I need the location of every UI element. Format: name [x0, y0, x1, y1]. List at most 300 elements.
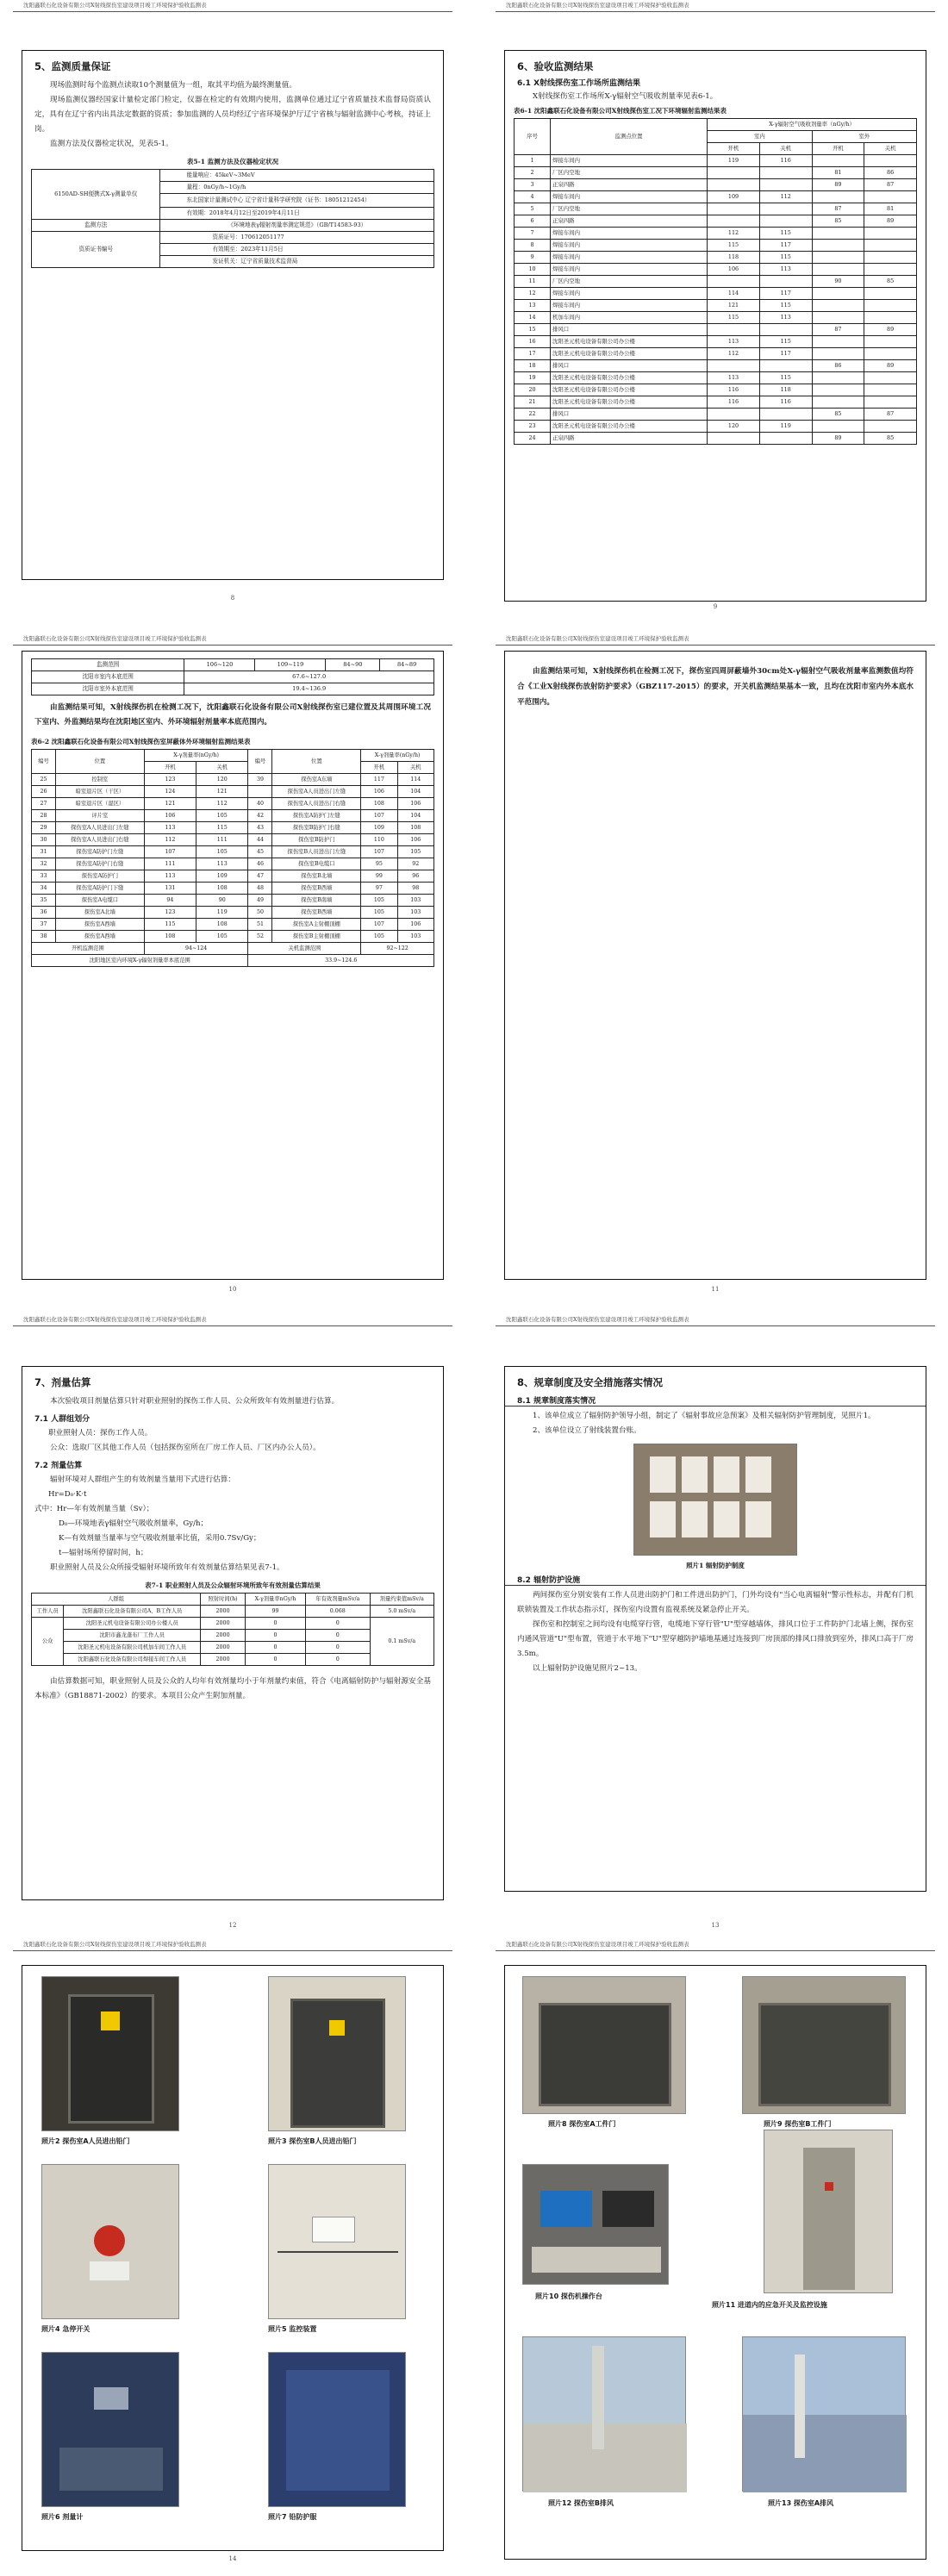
- table-cell: 117: [759, 288, 812, 300]
- table-cell: [708, 276, 760, 288]
- table-cell: 探伤室A防护门: [56, 870, 145, 883]
- table-cell: 107: [144, 846, 196, 858]
- table-header: X-γ剂量率nGy/h: [246, 1594, 306, 1606]
- table-cell: 19: [515, 372, 551, 384]
- table-cell: [708, 167, 760, 179]
- paragraph: 职业照射人员及公众所接受辐射环境所致年有效剂量估算结果见表7-1。: [50, 1563, 284, 1572]
- table-cell: 37: [32, 919, 56, 931]
- page-number: 13: [711, 1922, 720, 1929]
- table-cell: 排风口: [551, 409, 708, 421]
- page-frame: [504, 50, 926, 602]
- table-cell: 8: [515, 240, 551, 252]
- table-cell: 115: [708, 312, 760, 324]
- table-cell: 探伤室A东墙: [272, 774, 361, 786]
- table-cell: 106: [397, 919, 433, 931]
- table-cell: 沈阳圣元机电设备有限公司办公楼: [551, 336, 708, 348]
- table-cell: 25: [32, 774, 56, 786]
- section-title: 5、监测质量保证: [34, 60, 111, 72]
- table-cell: 92: [397, 858, 433, 870]
- table-cell: 探伤室A人员进出门左缝: [56, 822, 145, 834]
- table-cell: 探伤室A北墙: [56, 907, 145, 919]
- table-cell: 20: [515, 384, 551, 396]
- formula: Hr=D₀·K·t: [48, 1490, 87, 1499]
- table-row: [515, 300, 917, 312]
- table-cell: [708, 215, 760, 228]
- table-header: 关机: [864, 143, 917, 155]
- table-cell: [812, 300, 864, 312]
- table-cell: 104: [397, 786, 433, 798]
- table-cell: 105: [196, 810, 248, 822]
- table-cell: 119: [708, 155, 760, 167]
- table-cell: 5: [515, 203, 551, 215]
- table-cell: 2: [515, 167, 551, 179]
- section-title: 8、规章制度及安全措施落实情况: [517, 1376, 663, 1388]
- table-cell: 114: [397, 774, 433, 786]
- table-cell: 暗室退片区（湿区）: [56, 798, 145, 810]
- table-cell: 有效期：2018年4月12日至2019年4月11日: [160, 208, 434, 220]
- table-row: [32, 858, 434, 870]
- page-frame: [504, 651, 926, 1280]
- table-cell: 90: [812, 276, 864, 288]
- table-cell: 2000: [201, 1642, 246, 1654]
- photo-dosimeter: [41, 2352, 179, 2507]
- table-cell: 正泉四路: [551, 179, 708, 191]
- table-header: 开机: [708, 143, 760, 155]
- table-cell: 沈阳鑫联石化设备有限公司焊接车间工作人员: [64, 1654, 201, 1666]
- table-cell: 39: [248, 774, 272, 786]
- photo-caption: 照片8 探伤室A工件门: [548, 2120, 616, 2128]
- table-cell: 27: [32, 798, 56, 810]
- table-row: [515, 396, 917, 409]
- table-cell: 有效期至：2023年11月5日: [160, 244, 434, 256]
- page-header: 沈阳鑫联石化设备有限公司X射线探伤室建设项目竣工环境保护验收监测表: [496, 1939, 935, 1951]
- table-cell: 94~124: [144, 943, 248, 955]
- table-cell: 2000: [201, 1630, 246, 1642]
- table-cell: 沈阳圣元机电设备有限公司办公楼: [551, 421, 708, 433]
- table-cell: 50: [248, 907, 272, 919]
- table-header: 编号: [32, 750, 56, 774]
- table-cell: 探伤室A主射棚顶棚: [272, 919, 361, 931]
- section-title: 7、剂量估算: [34, 1376, 91, 1388]
- table-cell: 115: [759, 228, 812, 240]
- table-cell: [708, 203, 760, 215]
- page-header: 沈阳鑫联石化设备有限公司X射线探伤室建设项目竣工环境保护验收监测表: [496, 633, 935, 646]
- page-8: [13, 0, 452, 616]
- table-cell: 探伤室A人员进出门右缝: [272, 798, 361, 810]
- photo-caption: 照片11 进道内的应急开关及监控设施: [712, 2301, 827, 2309]
- photo-caption: 照片7 铅防护服: [268, 2513, 317, 2521]
- photo-caption: 照片3 探伤室B人员进出铅门: [268, 2137, 357, 2145]
- table-cell: 29: [32, 822, 56, 834]
- table-cell: 115: [759, 300, 812, 312]
- table-row: [515, 191, 917, 203]
- table-cell: [812, 264, 864, 276]
- table-row: [32, 919, 434, 931]
- photo-caption: 照片10 探伤机操作台: [535, 2292, 602, 2300]
- table-cell: 107: [361, 846, 397, 858]
- table-cell: 105: [361, 907, 397, 919]
- table-header: X-γ辐射空气吸收剂量率（nGy/h）: [708, 119, 917, 131]
- table-cell: 105: [397, 846, 433, 858]
- table-cell: 106: [144, 810, 196, 822]
- table-cell: 量程：0nGy/h~1Gy/h: [160, 182, 434, 194]
- page-11: [496, 633, 935, 1297]
- table-cell: 105: [361, 931, 397, 943]
- table-cell: 发证机关：辽宁省质量技术监督局: [160, 256, 434, 268]
- table-cell: 112: [759, 191, 812, 203]
- table-cell: [864, 312, 917, 324]
- table-cell: 117: [361, 774, 397, 786]
- table-row: [32, 834, 434, 846]
- table-cell: 48: [248, 883, 272, 895]
- table-cell: 46: [248, 858, 272, 870]
- photo-workpiece-door-a: [522, 1976, 686, 2114]
- table-cell: 资质证号：170612051177: [160, 232, 434, 244]
- paragraph: 两间探伤室分别安装有工作人员进出防护门和工件进出防护门，门外均设有"当心电离辐射"警示性标志，并配有门机联锁装置及工作状态指示灯，探伤室内设置有监视系统及紧急停止开关。: [517, 1591, 914, 1614]
- photo-monitor: [268, 2164, 406, 2319]
- table-cell: 焊接车间内: [551, 300, 708, 312]
- table-cell: 115: [196, 822, 248, 834]
- table-cell: [812, 312, 864, 324]
- photo-exhaust-b: [522, 2336, 686, 2492]
- table-cell: 45: [248, 846, 272, 858]
- table-cell: 117: [759, 348, 812, 360]
- table-cell: [864, 336, 917, 348]
- table-cell: 105: [361, 895, 397, 907]
- table-cell: [864, 372, 917, 384]
- table-cell: 沈阳圣元机电设备有限公司办公楼: [551, 372, 708, 384]
- table-cell: 0: [246, 1654, 306, 1666]
- table-header: 剂量约束值mSv/a: [370, 1594, 433, 1606]
- page-15: [496, 1939, 935, 2573]
- table-cell: 35: [32, 895, 56, 907]
- table-cell: 沈阳圣元机电设备有限公司机加车间工作人员: [64, 1642, 201, 1654]
- table-cell: 90: [196, 895, 248, 907]
- table-cell: 厂区内空地: [551, 276, 708, 288]
- table-cell: 11: [515, 276, 551, 288]
- table-cell: 探伤室A西墙: [56, 919, 145, 931]
- photo-caption: 照片5 监控装置: [268, 2325, 317, 2333]
- table-row: [515, 384, 917, 396]
- page-frame: [22, 50, 444, 580]
- page-frame: [504, 1366, 926, 1892]
- table-cell: 109: [708, 191, 760, 203]
- table-cell: 暗室退片区（干区）: [56, 786, 145, 798]
- table-header: 关机: [759, 143, 812, 155]
- table-header: 室外: [812, 131, 916, 143]
- table-cell: 26: [32, 786, 56, 798]
- table-row: [515, 312, 917, 324]
- table-cell: 34: [32, 883, 56, 895]
- table-cell: 33: [32, 870, 56, 883]
- table-cell: 131: [144, 883, 196, 895]
- photo-caption: 照片9 探伤室B工件门: [764, 2120, 832, 2128]
- table-cell: 42: [248, 810, 272, 822]
- table-cell: 0: [306, 1630, 370, 1642]
- page-number: 9: [713, 603, 718, 610]
- table-cell: 86: [864, 167, 917, 179]
- table-cell: 119: [759, 421, 812, 433]
- table-cell: 124: [144, 786, 196, 798]
- table-cell: 28: [32, 810, 56, 822]
- table-cell: 121: [708, 300, 760, 312]
- table-cell: 89: [812, 179, 864, 191]
- table-cell: 85: [812, 409, 864, 421]
- table-row: [32, 846, 434, 858]
- page-14: [13, 1939, 452, 2573]
- subsection-title: 7.1 人群组划分: [34, 1415, 90, 1424]
- table-cell: 98: [397, 883, 433, 895]
- table-cell: 123: [144, 774, 196, 786]
- photo-corridor-emergency: [764, 2130, 893, 2293]
- page-9: [496, 0, 935, 616]
- table-cell: [812, 421, 864, 433]
- table-cell: 探伤室B南墙: [272, 895, 361, 907]
- table-cell: 110: [361, 834, 397, 846]
- table-cell: 探伤室A防护门左缝: [272, 810, 361, 822]
- photo-caption: 照片2 探伤室A人员进出铅门: [41, 2137, 130, 2145]
- table-cell: 焊接车间内: [551, 264, 708, 276]
- table-cell: [864, 300, 917, 312]
- instrument-table: [31, 169, 434, 268]
- table-cell: 7: [515, 228, 551, 240]
- table-cell: 沈阳市室内本底范围: [32, 671, 184, 683]
- table-header: 人群组: [32, 1594, 201, 1606]
- table-cell: 6: [515, 215, 551, 228]
- monitoring-table-6-1: [514, 118, 917, 445]
- table-cell: 115: [144, 919, 196, 931]
- table-cell: 19.4~136.9: [184, 683, 434, 695]
- table-cell: 0: [246, 1642, 306, 1654]
- table-cell: 探伤室B北墙: [272, 870, 361, 883]
- table-cell: 0: [306, 1654, 370, 1666]
- table-cell: 正泉四路: [551, 433, 708, 445]
- table-row: [515, 167, 917, 179]
- table-cell: 21: [515, 396, 551, 409]
- page-12: [13, 1314, 452, 1935]
- table-cell: 探伤室B电缆口: [272, 858, 361, 870]
- table-cell: 87: [864, 179, 917, 191]
- photo-caption: 照片1 辐射防护制度: [686, 1562, 745, 1569]
- table-cell: 12: [515, 288, 551, 300]
- table-header: 室内: [708, 131, 812, 143]
- table-row: [515, 179, 917, 191]
- table-cell: 40: [248, 798, 272, 810]
- table-cell: 113: [759, 264, 812, 276]
- table-cell: 正泉四路: [551, 215, 708, 228]
- table-cell: 113: [196, 858, 248, 870]
- table-cell: 探伤室A防护门下缝: [56, 883, 145, 895]
- photo-lead-apron: [268, 2352, 406, 2507]
- table-cell: 87: [812, 324, 864, 336]
- photo-control-console: [522, 2164, 669, 2285]
- table-cell: 9: [515, 252, 551, 264]
- table-cell: 112: [144, 834, 196, 846]
- paragraph: 探伤室和控制室之间均设有电缆穿行管，电缆地下穿行管"U"型穿越墙体，排风口位于工件防护门北墙上侧，探伤室内通风管道"U"型布置，管道于水平地下"U"型穿越防护墙地基通过连接到厂房顶部的排风口排放到室外，排风口高于厂房3.5m。: [517, 1620, 914, 1658]
- table-cell: 2000: [201, 1654, 246, 1666]
- table-cell: 105: [196, 931, 248, 943]
- table-cell: 沈阳圣元机电设备有限公司办公楼: [551, 396, 708, 409]
- table-cell: 探伤室B西墙: [272, 883, 361, 895]
- table-cell: [812, 252, 864, 264]
- table-cell: 111: [196, 834, 248, 846]
- paragraph: 本次验收项目剂量估算只针对职业照射的探伤工作人员、公众所致年有效剂量进行估算。: [50, 1397, 340, 1406]
- table-cell: 31: [32, 846, 56, 858]
- table-cell: 沈阳圣元机电设备有限公司办公楼: [551, 384, 708, 396]
- dose-table: [31, 1593, 434, 1666]
- page-number: 12: [228, 1922, 237, 1929]
- table-cell: 监测范围: [32, 659, 184, 671]
- table-row: [515, 228, 917, 240]
- table-cell: 探伤室B西墙: [272, 907, 361, 919]
- table-row: [515, 360, 917, 372]
- page-number: 14: [228, 2555, 237, 2562]
- photo-workpiece-door-b: [742, 1976, 906, 2114]
- definition: t—辐射场所停留时间，h；: [59, 1549, 148, 1557]
- table-cell: 厂区内空地: [551, 203, 708, 215]
- table-cell: [812, 228, 864, 240]
- table-cell: 113: [708, 336, 760, 348]
- table-cell: 116: [708, 396, 760, 409]
- table-cell: 113: [759, 312, 812, 324]
- table-cell: 15: [515, 324, 551, 336]
- table-cell: 67.6~127.0: [184, 671, 434, 683]
- table-cell: 112: [708, 228, 760, 240]
- table-cell: 探伤室B防护门右缝: [272, 822, 361, 834]
- table-cell: 94: [144, 895, 196, 907]
- paragraph: 现场监测仪器经国家计量检定部门检定，仪器在检定的有效期内使用，监测单位通过辽宁省质量技术监督局资质认定，具有在辽宁省内出具法定数据的资质；参加监测的人员均经辽宁省环境保护厅辽宁省核与辐射监测中心考核，持证上岗。: [34, 96, 431, 134]
- page-header: 沈阳鑫联石化设备有限公司X射线探伤室建设项目竣工环境保护验收监测表: [13, 0, 452, 12]
- table-cell: 2000: [201, 1618, 246, 1630]
- table-cell: 探伤室A西墙: [56, 931, 145, 943]
- table-row: [515, 348, 917, 360]
- table-cell: 103: [397, 895, 433, 907]
- table-cell: 沈阳市鑫龙蓬布厂工作人员: [64, 1630, 201, 1642]
- table-cell: 东北国家计量测试中心 辽宁省计量科学研究院（证书：18051212454）: [160, 194, 434, 208]
- page-frame: [22, 1965, 444, 2551]
- table-cell: 89: [864, 324, 917, 336]
- table-cell: 89: [864, 215, 917, 228]
- table-cell: [864, 264, 917, 276]
- table-cell: [759, 324, 812, 336]
- page-number: 8: [230, 595, 235, 602]
- table-cell: 0: [306, 1618, 370, 1630]
- paragraph: 监测方法及仪器检定状况，见表5-1。: [50, 140, 173, 148]
- table-cell: 沈阳圣元机电设备有限公司办公楼: [551, 348, 708, 360]
- table-cell: 焊接车间内: [551, 288, 708, 300]
- table-cell: 116: [708, 384, 760, 396]
- table-cell: 16: [515, 336, 551, 348]
- page-frame: [22, 651, 444, 1280]
- table-cell: 108: [361, 798, 397, 810]
- subsection-title: 7.2 剂量估算: [34, 1462, 83, 1470]
- paragraph: 2、该单位设立了射线装置台账。: [533, 1426, 641, 1435]
- table-header: 年有效剂量mSv/a: [306, 1594, 370, 1606]
- table-header: 位置: [56, 750, 145, 774]
- table-row: [32, 931, 434, 943]
- table-row: [515, 372, 917, 384]
- table-header: 编号: [248, 750, 272, 774]
- definition: K—有效剂量当量率与空气吸收剂量率比值，采用0.7Sv/Gy；: [59, 1534, 261, 1543]
- table-cell: 3: [515, 179, 551, 191]
- table-cell: 118: [708, 252, 760, 264]
- table-cell: 开机监测范围: [32, 943, 145, 955]
- table-cell: 103: [397, 931, 433, 943]
- table-cell: 《环境地表γ辐射剂量率测定规范》（GB/T14583-93）: [160, 220, 434, 232]
- definition: D₀—环境地表γ辐射空气吸收剂量率，Gy/h；: [59, 1519, 209, 1528]
- paragraph: 辐射环境对人群组产生的有效剂量当量用下式进行估算：: [50, 1475, 235, 1484]
- table-row: [515, 276, 917, 288]
- table-cell: 115: [759, 336, 812, 348]
- table-cell: 43: [248, 822, 272, 834]
- photo-emergency-switch: [41, 2164, 179, 2319]
- table-cell: 资质证书编号: [32, 232, 160, 268]
- table-cell: 108: [196, 883, 248, 895]
- table-cell: 14: [515, 312, 551, 324]
- table-cell: 123: [144, 907, 196, 919]
- table-cell: 0: [246, 1618, 306, 1630]
- table-cell: [864, 348, 917, 360]
- table-cell: 公众: [32, 1618, 64, 1666]
- page-number: 11: [711, 1286, 720, 1293]
- table-cell: 109: [361, 822, 397, 834]
- photo-caption: 照片12 探伤室B排风: [548, 2499, 614, 2507]
- table-cell: [864, 384, 917, 396]
- table-cell: [759, 167, 812, 179]
- table-cell: 44: [248, 834, 272, 846]
- table-cell: 沈阳地区室内环境X-γ辐射剂量率本底范围: [32, 955, 248, 967]
- table-cell: 89: [812, 433, 864, 445]
- table-row: [515, 240, 917, 252]
- table-cell: 1: [515, 155, 551, 167]
- table-header: 照射时间(h): [201, 1594, 246, 1606]
- table-cell: 排风口: [551, 324, 708, 336]
- table-caption: 表6-1 沈阳鑫联石化设备有限公司X射线探伤室工况下环境辐射监测结果表: [514, 107, 727, 115]
- table-row: [32, 798, 434, 810]
- range-table: [31, 658, 434, 695]
- paragraph: 公众：选取厂区其他工作人员（包括探伤室所在厂房工作人员、厂区内办公人员）。: [50, 1444, 321, 1452]
- table-cell: [864, 240, 917, 252]
- table-header: 关机: [196, 762, 248, 774]
- table-cell: 排风口: [551, 360, 708, 372]
- table-row: [515, 155, 917, 167]
- table-cell: 0.1 mSv/a: [370, 1618, 433, 1666]
- table-cell: 87: [864, 409, 917, 421]
- table-header: 监测点位置: [551, 119, 708, 155]
- paragraph: 现场监测时每个监测点读取10个测量值为一组，取其平均值为最终测量值。: [50, 81, 296, 90]
- table-cell: 108: [196, 919, 248, 931]
- table-cell: 2000: [201, 1606, 246, 1618]
- table-row: [32, 883, 434, 895]
- subsection-title: 8.2 辐射防护设施: [505, 1574, 926, 1586]
- table-cell: 106: [397, 834, 433, 846]
- photo-door-b: [268, 1976, 406, 2131]
- table-row: [32, 786, 434, 798]
- table-cell: 焊接车间内: [551, 191, 708, 203]
- table-row: [32, 870, 434, 883]
- paragraph: 以上辐射防护设施见照片2~13。: [533, 1664, 642, 1673]
- table-cell: 113: [144, 870, 196, 883]
- table-cell: 17: [515, 348, 551, 360]
- table-cell: [708, 360, 760, 372]
- page-header: 沈阳鑫联石化设备有限公司X射线探伤室建设项目竣工环境保护验收监测表: [496, 1314, 935, 1326]
- table-cell: 5.0 mSv/a: [370, 1606, 433, 1618]
- table-cell: [759, 360, 812, 372]
- table-header: 开机: [361, 762, 397, 774]
- table-cell: [759, 203, 812, 215]
- table-cell: [812, 191, 864, 203]
- table-cell: 115: [759, 252, 812, 264]
